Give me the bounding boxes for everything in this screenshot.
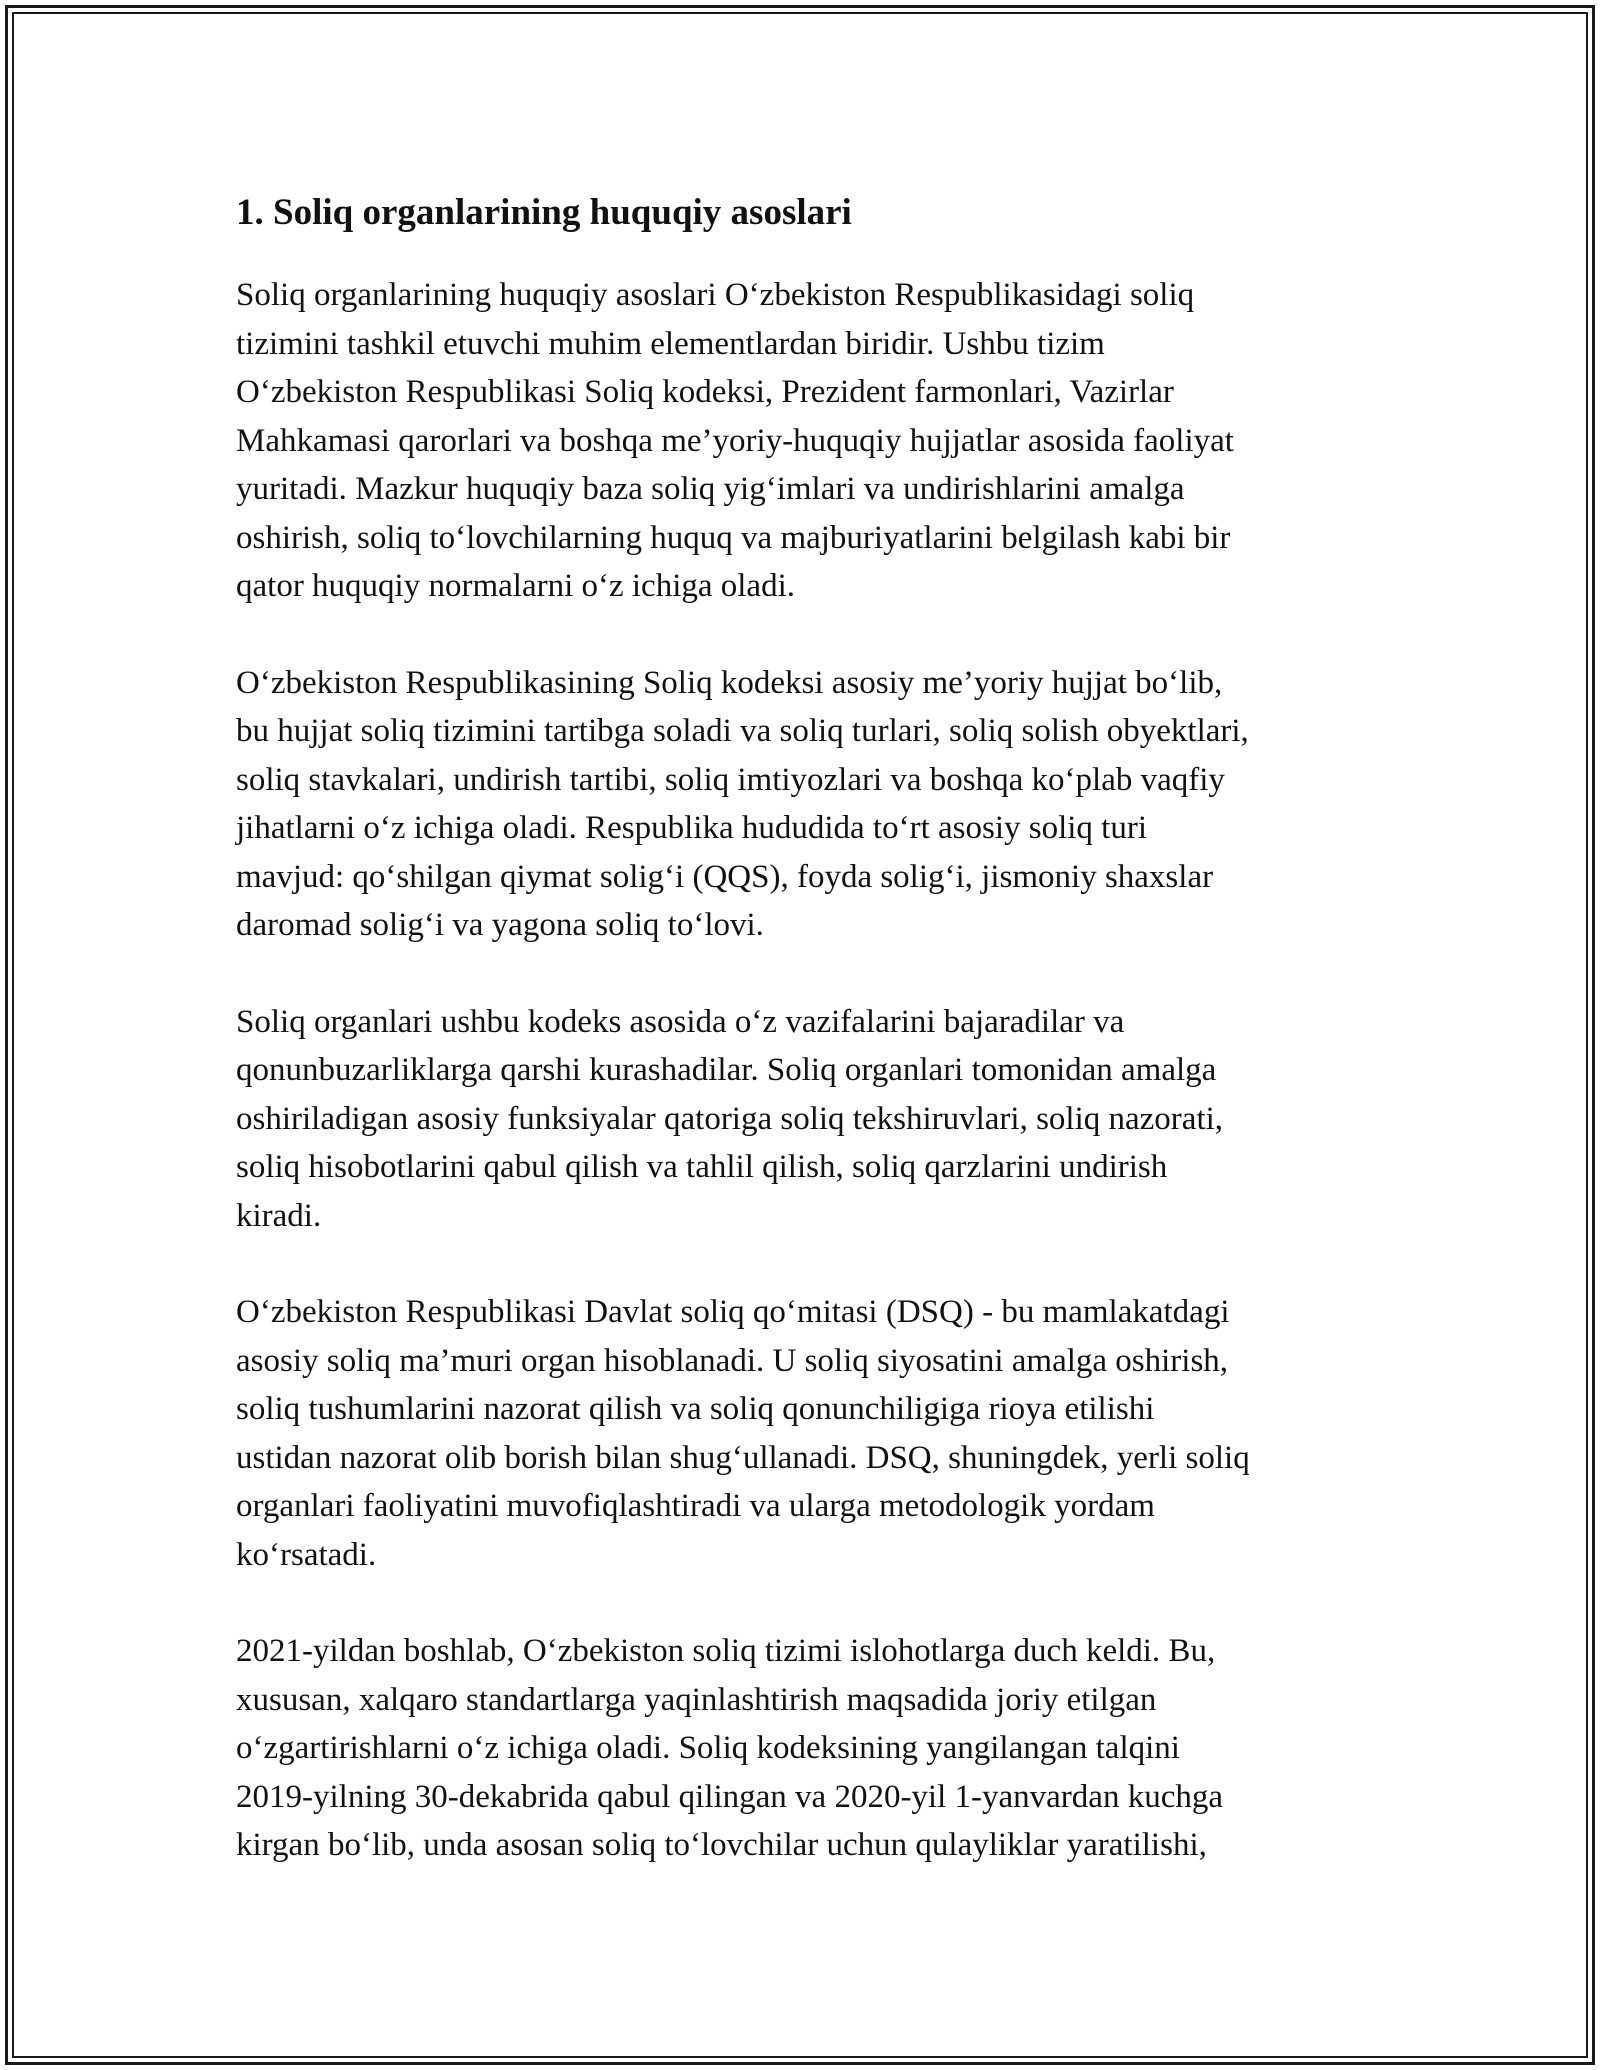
paragraph [236,998,1376,1241]
paragraph-line: O‘zbekiston Respublikasi Soliq kodeksi, Prezident farmonlari, Vazirlar [236,374,1174,410]
document-body [236,185,1376,1918]
paragraph [236,1627,1376,1870]
paragraph [236,271,1376,611]
paragraph-line: soliq hisobotlarini qabul qilish va tahlil qilish, soliq qarzlarini undirish [236,1149,1168,1185]
paragraph-line: oshiriladigan asosiy funksiyalar qatoriga soliq tekshiruvlari, soliq nazorati, [236,1100,1224,1137]
paragraph-line: Mahkamasi qarorlari va boshqa me’yoriy-huquqiy hujjatlar asosida faoliyat [236,422,1234,459]
paragraph-line: soliq tushumlarini nazorat qilish va soliq qonunchiligiga rioya etilishi [236,1391,1155,1427]
paragraph-line: ko‘rsatadi. [236,1536,377,1573]
paragraph-line: bu hujjat soliq tizimini tartibga soladi va soliq turlari, soliq solish obyektlari, [236,713,1249,749]
paragraph-line: 2019-yilning 30-dekabrida qabul qilingan va 2020-yil 1-yanvardan kuchga [236,1778,1223,1815]
paragraph [236,659,1376,950]
paragraph-line: O‘zbekiston Respublikasining Soliq kodeksi asosiy me’yoriy hujjat bo‘lib, [236,664,1223,701]
paragraph-line: jihatlarni o‘z ichiga oladi. Respublika hududida to‘rt asosiy soliq turi [236,810,1147,846]
paragraph-line: kirgan bo‘lib, unda asosan soliq to‘lovchilar uchun qulayliklar yaratilishi, [236,1827,1207,1863]
paragraph-line: 2021-yildan boshlab, O‘zbekiston soliq tizimi islohotlarga duch keldi. Bu, [236,1633,1216,1669]
paragraph-line: daromad solig‘i va yagona soliq to‘lovi. [236,907,764,943]
paragraph-line: ustidan nazorat olib borish bilan shug‘ullanadi. DSQ, shuningdek, yerli soliq [236,1439,1250,1476]
paragraph-line: mavjud: qo‘shilgan qiymat solig‘i (QQS), foyda solig‘i, jismoniy shaxslar [236,858,1214,895]
paragraph-line: soliq stavkalari, undirish tartibi, soliq imtiyozlari va boshqa ko‘plab vaqfiy [236,761,1225,798]
paragraph-line: oshirish, soliq to‘lovchilarning huquq va majburiyatlarini belgilash kabi bir [236,519,1231,556]
paragraph-line: yuritadi. Mazkur huquqiy baza soliq yig‘imlari va undirishlarini amalga [236,471,1185,507]
paragraph-line: kiradi. [236,1197,322,1234]
paragraph-list [236,271,1376,1870]
paragraph-line: o‘zgartirishlarni o‘z ichiga oladi. Soliq kodeksining yangilangan talqini [236,1730,1180,1766]
paragraph-line: organlari faoliyatini muvofiqlashtiradi va ularga metodologik yordam [236,1488,1155,1524]
paragraph-line: qator huquqiy normalarni o‘z ichiga oladi. [236,568,796,604]
paragraph-line: O‘zbekiston Respublikasi Davlat soliq qo‘mitasi (DSQ) - bu mamlakatdagi [236,1294,1230,1330]
paragraph [236,1288,1376,1579]
paragraph-line: asosiy soliq ma’muri organ hisoblanadi. U soliq siyosatini amalga oshirish, [236,1342,1229,1379]
paragraph-line: tizimini tashkil etuvchi muhim elementlardan biridir. Ushbu tizim [236,325,1105,362]
paragraph-line: xususan, xalqaro standartlarga yaqinlashtirish maqsadida joriy etilgan [236,1681,1157,1718]
section-heading: 1. Soliq organlarining huquqiy asoslari [236,192,852,233]
paragraph-line: Soliq organlari ushbu kodeks asosida o‘z vazifalarini bajaradilar va [236,1003,1125,1040]
paragraph-line: qonunbuzarliklarga qarshi kurashadilar. Soliq organlari tomonidan amalga [236,1052,1217,1088]
paragraph-line: Soliq organlarining huquqiy asoslari O‘zbekiston Respublikasidagi soliq [236,277,1195,313]
